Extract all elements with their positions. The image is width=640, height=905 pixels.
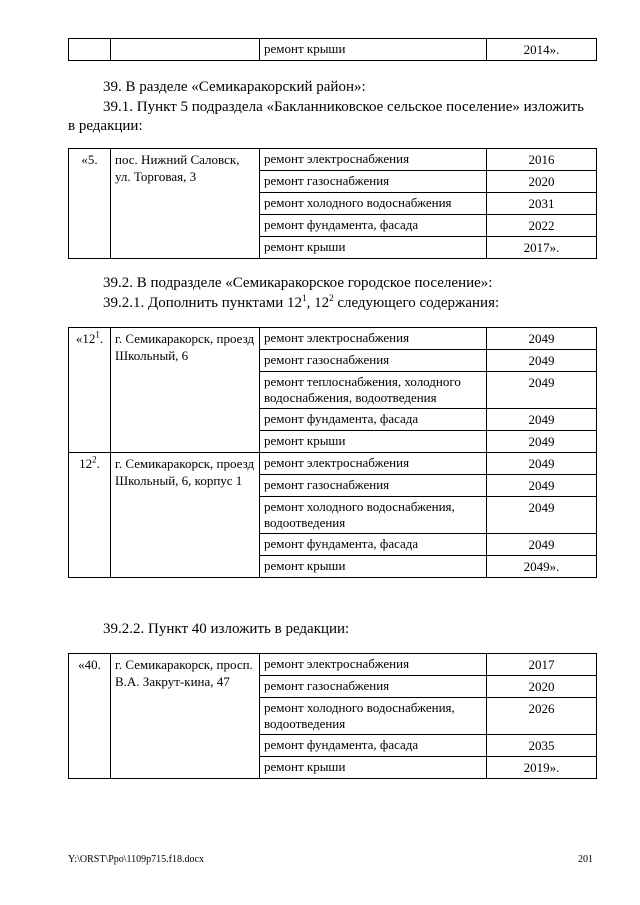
year-cell: 2019». bbox=[487, 757, 597, 779]
year-cell: 2017 bbox=[487, 654, 597, 676]
work-cell: ремонт крыши bbox=[260, 237, 487, 259]
work-cell: ремонт крыши bbox=[260, 39, 487, 61]
year-cell: 2031 bbox=[487, 193, 597, 215]
work-cell: ремонт газоснабжения bbox=[260, 171, 487, 193]
num-suffix: . bbox=[99, 331, 104, 346]
year-cell: 2020 bbox=[487, 676, 597, 698]
num-cell bbox=[69, 654, 111, 779]
num-cell bbox=[69, 453, 111, 578]
table-row bbox=[69, 453, 597, 475]
num-cell bbox=[69, 149, 111, 259]
table-row bbox=[69, 39, 597, 61]
table-item-5 bbox=[68, 148, 597, 259]
address-cell: пос. Нижний Саловск, ул. Торговая, 3 bbox=[111, 149, 260, 259]
num-cell bbox=[69, 328, 111, 453]
year-cell: 2049 bbox=[487, 475, 597, 497]
footer-page-number: 201 bbox=[578, 854, 593, 865]
work-cell: ремонт электроснабжения bbox=[260, 328, 487, 350]
num-suffix: . bbox=[96, 456, 100, 471]
year-cell: 2022 bbox=[487, 215, 597, 237]
table-row bbox=[69, 654, 597, 676]
work-cell: ремонт газоснабжения bbox=[260, 350, 487, 372]
year-cell: 2035 bbox=[487, 735, 597, 757]
work-cell: ремонт теплоснабжения, холодного водоснабжения, водоотведения bbox=[260, 372, 487, 409]
address-cell: г. Семикаракорск, проезд Школьный, 6 bbox=[111, 328, 260, 453]
paragraph-39: 39. В разделе «Семикаракорский район»: bbox=[103, 79, 366, 95]
year-cell: 2014». bbox=[487, 39, 597, 61]
work-cell: ремонт электроснабжения bbox=[260, 453, 487, 475]
footer-file-path: Y:\ORST\Ppo\1109p715.f18.docx bbox=[68, 854, 204, 865]
address-cell: г. Семикаракорск, проезд Школьный, 6, корпус 1 bbox=[111, 453, 260, 578]
work-cell: ремонт фундамента, фасада bbox=[260, 534, 487, 556]
year-cell: 2049 bbox=[487, 372, 597, 409]
table-items-12 bbox=[68, 327, 597, 578]
year-cell: 2020 bbox=[487, 171, 597, 193]
work-cell: ремонт крыши bbox=[260, 556, 487, 578]
table-row bbox=[69, 149, 597, 171]
work-cell: ремонт крыши bbox=[260, 757, 487, 779]
paragraph-39-1: 39.1. Пункт 5 подраздела «Бакланниковское сельское поселение» изложить bbox=[103, 99, 585, 115]
num-text: 12 bbox=[79, 456, 93, 471]
paragraph-39-2: 39.2. В подразделе «Семикаракорское городское поселение»: bbox=[103, 275, 493, 291]
work-cell: ремонт электроснабжения bbox=[260, 149, 487, 171]
year-cell: 2017». bbox=[487, 237, 597, 259]
work-cell: ремонт фундамента, фасада bbox=[260, 215, 487, 237]
year-cell: 2049 bbox=[487, 497, 597, 534]
work-cell: ремонт крыши bbox=[260, 431, 487, 453]
work-cell: ремонт фундамента, фасада bbox=[260, 735, 487, 757]
paragraph-39-2-1: 39.2.1. Дополнить пунктами $12^1$, $12^2$ следующего содержания: bbox=[103, 293, 500, 311]
year-cell: 2049 bbox=[487, 534, 597, 556]
year-cell: 2026 bbox=[487, 698, 597, 735]
year-cell: 2049 bbox=[487, 328, 597, 350]
year-cell: 2049 bbox=[487, 350, 597, 372]
work-cell: ремонт газоснабжения bbox=[260, 475, 487, 497]
num-superscript: 2 bbox=[92, 454, 97, 465]
work-cell: ремонт электроснабжения bbox=[260, 654, 487, 676]
year-cell: 2049 bbox=[487, 409, 597, 431]
paragraph-39-2-2: 39.2.2. Пункт 40 изложить в редакции: bbox=[103, 621, 350, 637]
num-text: «5. bbox=[81, 152, 98, 167]
year-cell: 2016 bbox=[487, 149, 597, 171]
table-continuation bbox=[68, 38, 597, 61]
table-item-40 bbox=[68, 653, 597, 779]
num-superscript: 1 bbox=[95, 329, 100, 340]
work-cell: ремонт фундамента, фасада bbox=[260, 409, 487, 431]
work-cell: ремонт холодного водоснабжения, водоотведения bbox=[260, 698, 487, 735]
address-cell: г. Семикаракорск, просп. В.А. Закрут-кина, 47 bbox=[111, 654, 260, 779]
address-cell bbox=[111, 39, 260, 61]
num-cell bbox=[69, 39, 111, 61]
work-cell: ремонт газоснабжения bbox=[260, 676, 487, 698]
year-cell: 2049». bbox=[487, 556, 597, 578]
work-cell: ремонт холодного водоснабжения, водоотведения bbox=[260, 497, 487, 534]
num-text: «12 bbox=[75, 331, 96, 346]
year-cell: 2049 bbox=[487, 453, 597, 475]
paragraph-39-1-cont: в редакции: bbox=[68, 118, 143, 134]
num-text: «40. bbox=[78, 657, 101, 672]
work-cell: ремонт холодного водоснабжения bbox=[260, 193, 487, 215]
table-row bbox=[69, 328, 597, 350]
year-cell: 2049 bbox=[487, 431, 597, 453]
